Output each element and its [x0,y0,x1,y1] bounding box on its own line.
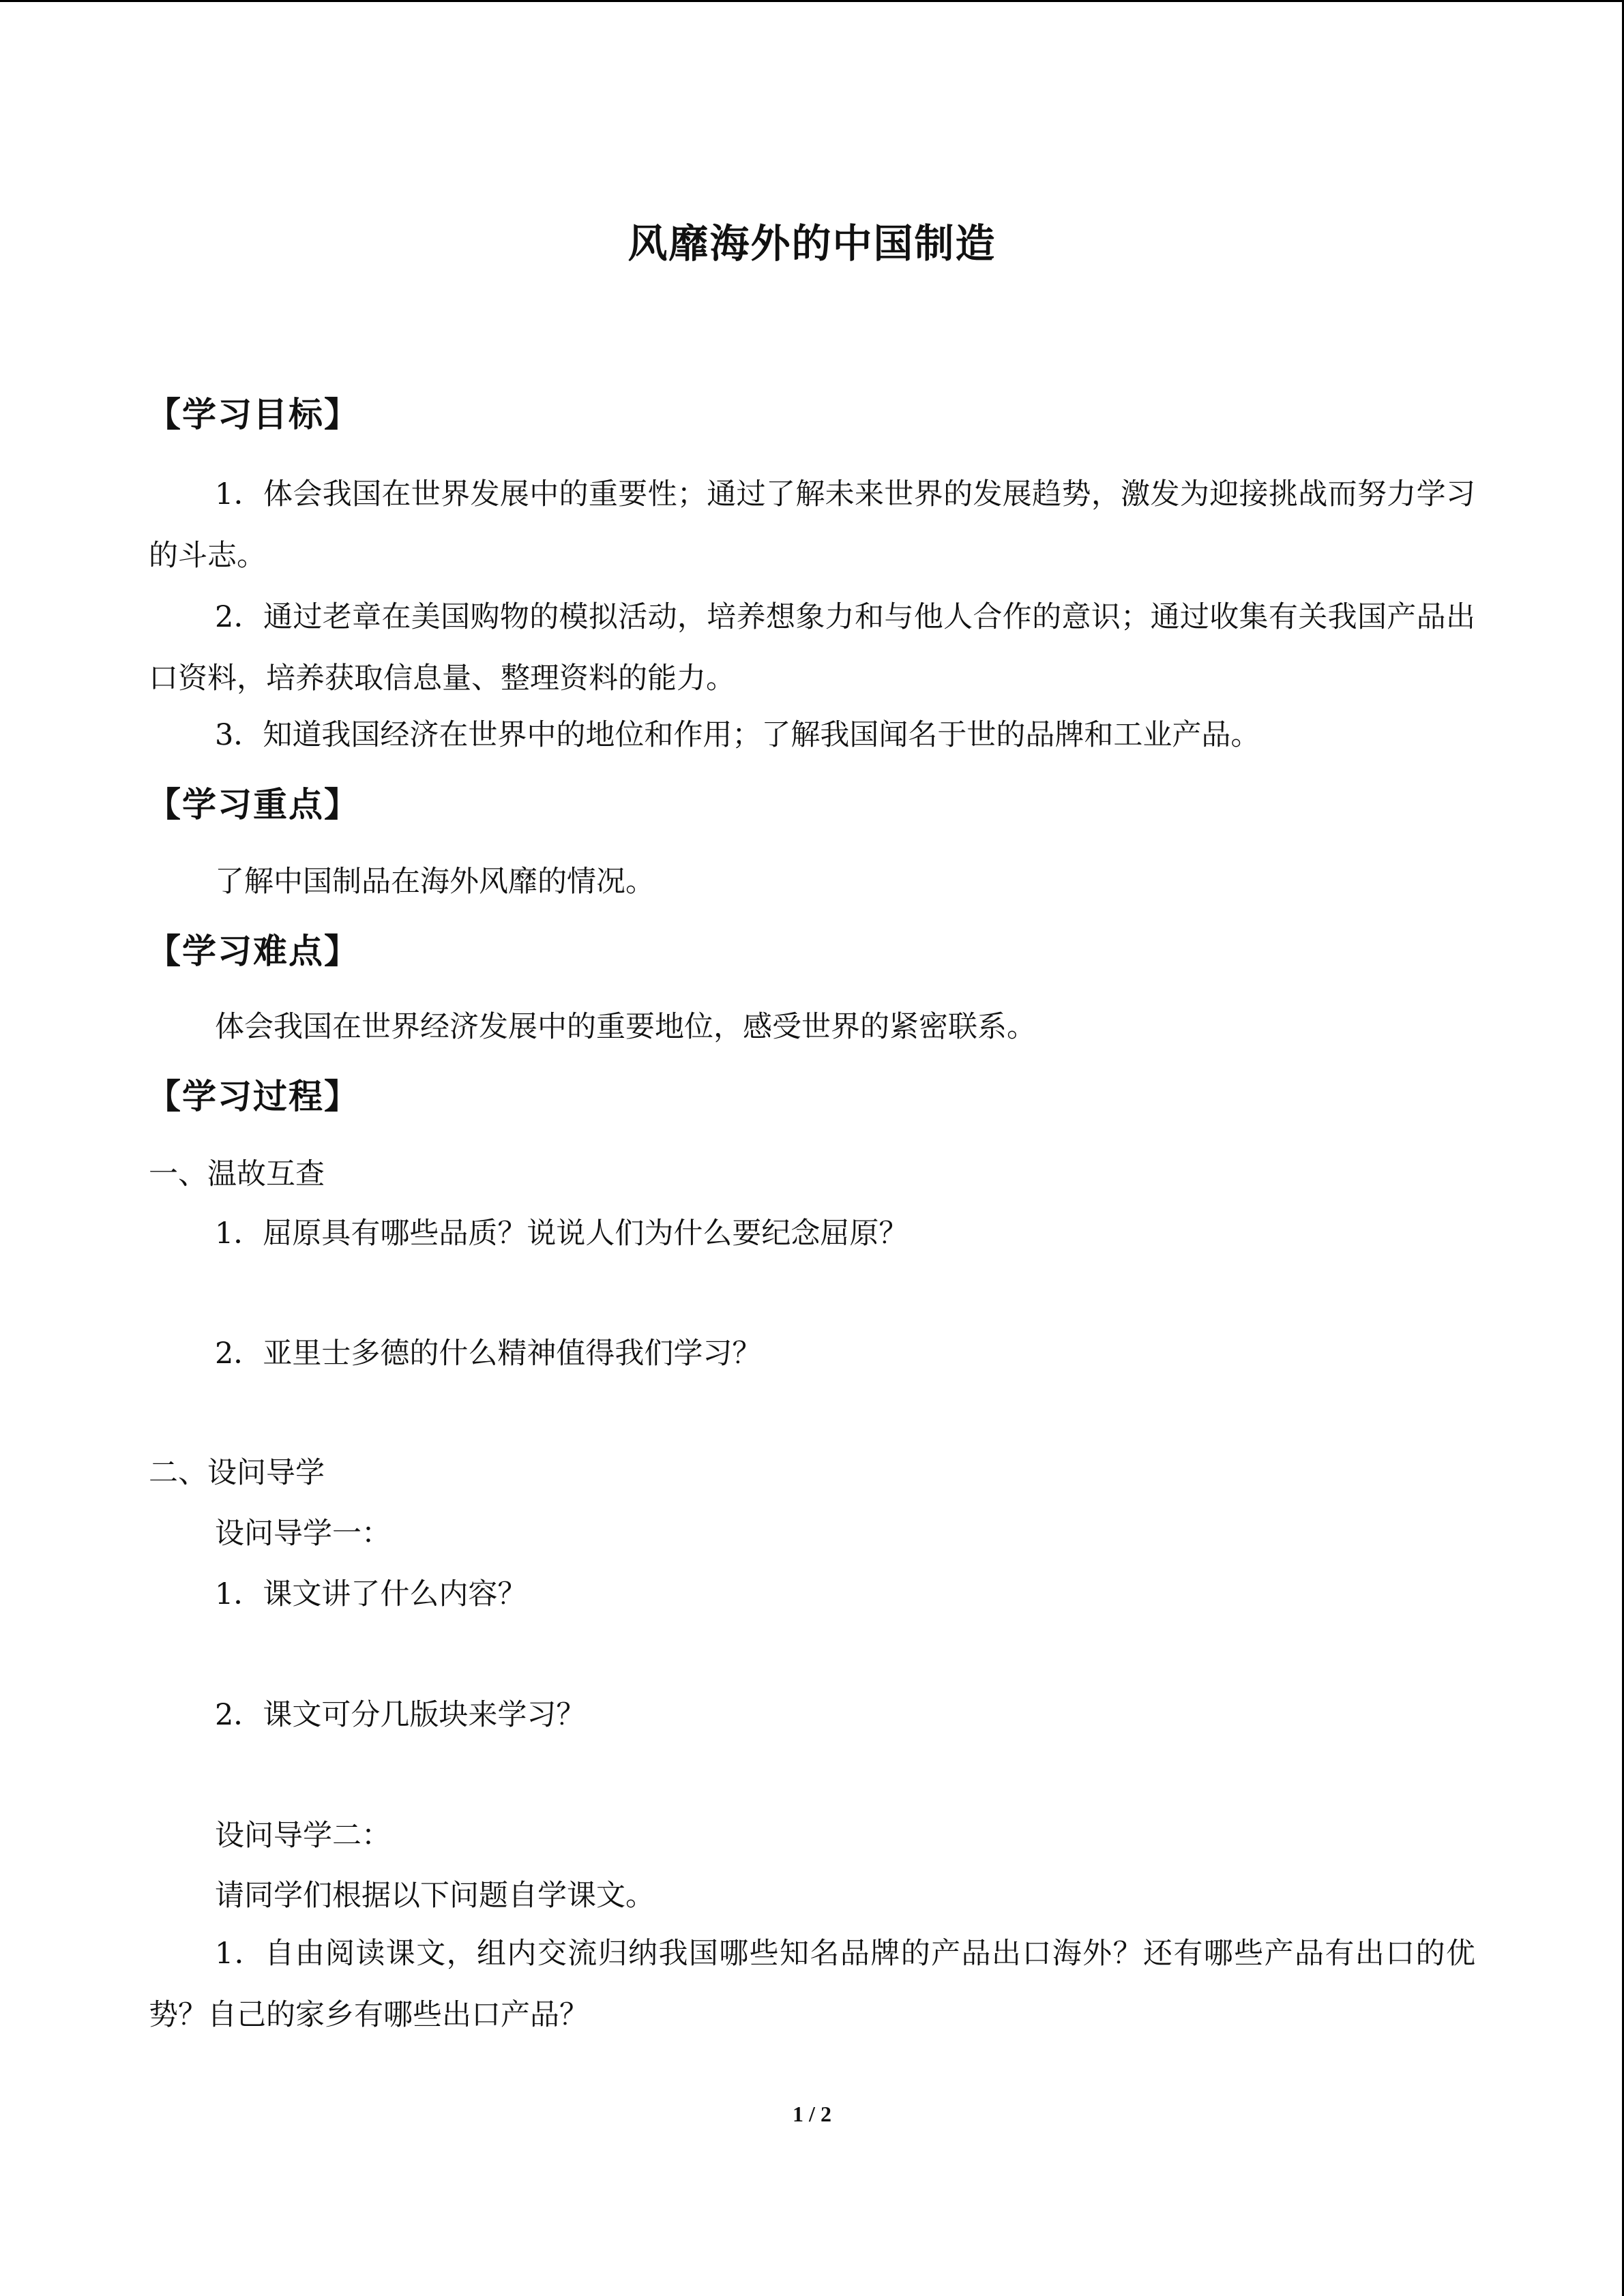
process-heading: 【学习过程】 [147,1077,359,1116]
guided-part1-question-1: 1．课文讲了什么内容？ [215,1577,527,1611]
guided-part1-label: 设问导学一： [215,1517,391,1551]
guided-label: 二、设问导学 [149,1456,325,1490]
review-question-2: 2．亚里士多德的什么精神值得我们学习？ [215,1337,762,1371]
review-label: 一、温故互查 [149,1157,325,1191]
objective-item-3: 3．知道我国经济在世界中的地位和作用；了解我国闻名于世的品牌和工业产品。 [215,718,1260,752]
difficulties-text: 体会我国在世界经济发展中的重要地位，感受世界的紧密联系。 [215,1010,1036,1044]
page-number: 1 / 2 [793,2102,831,2126]
review-question-1: 1．屈原具有哪些品质？说说人们为什么要纪念屈原？ [215,1217,909,1251]
objectives-heading: 【学习目标】 [147,395,359,434]
guided-part1-question-2: 2．课文可分几版块来学习？ [215,1698,586,1732]
guided-part2-question-1: 1．自由阅读课文，组内交流归纳我国哪些知名品牌的产品出口海外？还有哪些产品有出口的优势？自己的家乡有哪些出口产品？ [149,1937,1475,2032]
guided-part2-label: 设问导学二： [215,1819,391,1853]
page-border-top [0,0,1624,2]
difficulties-heading: 【学习难点】 [147,931,359,971]
document-title: 风靡海外的中国制造 [628,220,996,267]
objective-item-1: 1．体会我国在世界发展中的重要性；通过了解未来世界的发展趋势，激发为迎接挑战而努力学习的斗志。 [149,477,1475,573]
objective-item-2: 2．通过老章在美国购物的模拟活动，培养想象力和与他人合作的意识；通过收集有关我国产品出口资料，培养获取信息量、整理资料的能力。 [149,600,1475,696]
guided-part2-intro: 请同学们根据以下问题自学课文。 [215,1879,655,1913]
key-points-heading: 【学习重点】 [147,785,359,824]
key-points-text: 了解中国制品在海外风靡的情况。 [215,865,655,899]
